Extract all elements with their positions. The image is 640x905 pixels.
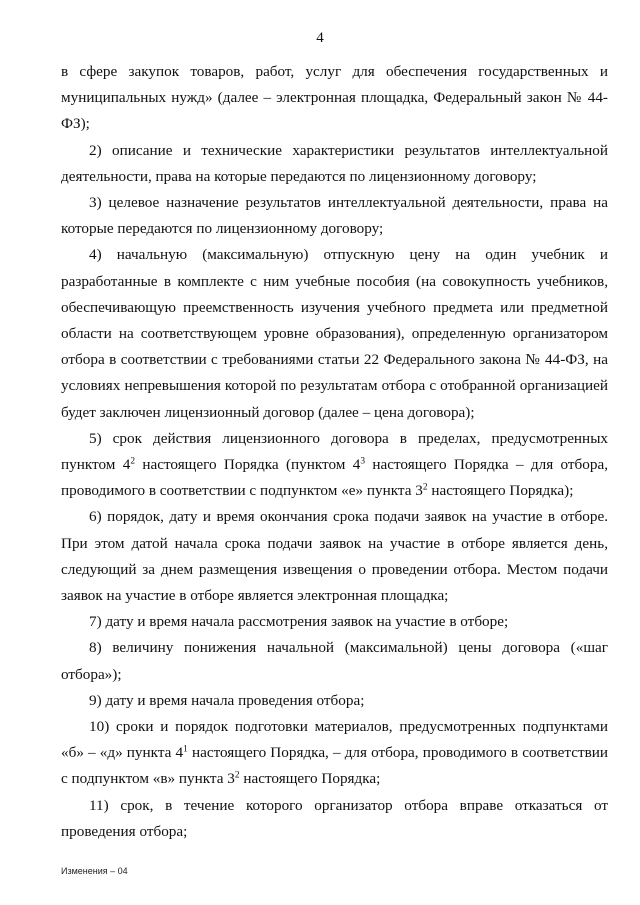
paragraph-text: настоящего Порядка); bbox=[427, 482, 574, 500]
paragraph-text: настоящего Порядка (пунктом 4 bbox=[135, 456, 361, 474]
superscript: 2 bbox=[130, 456, 136, 467]
paragraph-p3 bbox=[61, 190, 608, 242]
paragraph-p2 bbox=[61, 138, 608, 190]
paragraph-p9 bbox=[61, 688, 608, 714]
paragraph-p7 bbox=[61, 609, 608, 635]
superscript: 3 bbox=[360, 456, 366, 467]
paragraph-p11 bbox=[61, 793, 608, 845]
paragraph-p10 bbox=[61, 714, 608, 793]
paragraph-text: 9) дату и время начала проведения отбора; bbox=[89, 691, 365, 709]
page-number: 4 bbox=[316, 30, 324, 46]
paragraph-text: настоящего Порядка, – для отбора, проводимого в соответствии с подпунктом «в» пункта 3 bbox=[61, 744, 609, 788]
paragraph-p8 bbox=[61, 635, 608, 687]
paragraph-text: 6) порядок, дату и время окончания срока подачи заявок на участие в отборе. При этом датой начала срока подачи заявок на участие в отборе является день, следующий за днем размещения извещения о проведении отбора. Местом подачи заявок на участие в отборе является электронная площадка; bbox=[61, 508, 608, 605]
paragraph-text: настоящего Порядка; bbox=[239, 770, 381, 788]
paragraph-text: 2) описание и технические характеристики результатов интеллектуальной деятельности, права на которые передаются по лицензионному договору; bbox=[61, 141, 608, 185]
paragraph-text: настоящего Порядка – для отбора, проводимого в соответствии с подпунктом «е» пункта 3 bbox=[61, 456, 608, 500]
paragraph-p5 bbox=[61, 426, 608, 505]
paragraph-p0 bbox=[61, 59, 608, 138]
superscript: 2 bbox=[234, 770, 240, 781]
paragraph-text: 3) целевое назначение результатов интеллектуальной деятельности, права на которые передаются по лицензионному договору; bbox=[61, 194, 608, 238]
paragraph-text: 5) срок действия лицензионного договора в пределах, предусмотренных пунктом 4 bbox=[61, 429, 608, 474]
paragraph-text: 8) величину понижения начальной (максимальной) цены договора («шаг отбора»); bbox=[61, 639, 608, 683]
footer-revision-note: Изменения – 04 bbox=[61, 866, 128, 876]
paragraph-text: 11) срок, в течение которого организатор отбора вправе отказаться от проведения отбора; bbox=[61, 796, 608, 840]
document-body bbox=[61, 59, 608, 845]
paragraph-p6 bbox=[61, 504, 608, 609]
paragraph-text: 10) сроки и порядок подготовки материалов, предусмотренных подпунктами «б» – «д» пункта 4 bbox=[61, 718, 608, 762]
paragraph-text: 7) дату и время начала рассмотрения заявок на участие в отборе; bbox=[89, 613, 509, 631]
paragraph-text: в сфере закупок товаров, работ, услуг для обеспечения государственных и муниципальных нужд» (далее – электронная площадка, Федеральный закон № 44-ФЗ); bbox=[61, 63, 608, 133]
paragraph-p4 bbox=[61, 242, 608, 425]
paragraph-text: 4) начальную (максимальную) отпускную цену на один учебник и разработанные в комплекте с ним учебные пособия (на совокупность учебников, обеспечивающую преемственность изучения учебного предмета или предметной области на соответствующем уровне образования), определенную организатором отбора в соответствии с требованиями статьи 22 Федерального закона № 44-ФЗ, на условиях непревышения которой по результатам отбора с отобранной организацией будет заключен лицензионный договор (далее – цена договора); bbox=[61, 246, 608, 421]
superscript: 2 bbox=[422, 482, 428, 493]
superscript: 1 bbox=[183, 744, 188, 755]
